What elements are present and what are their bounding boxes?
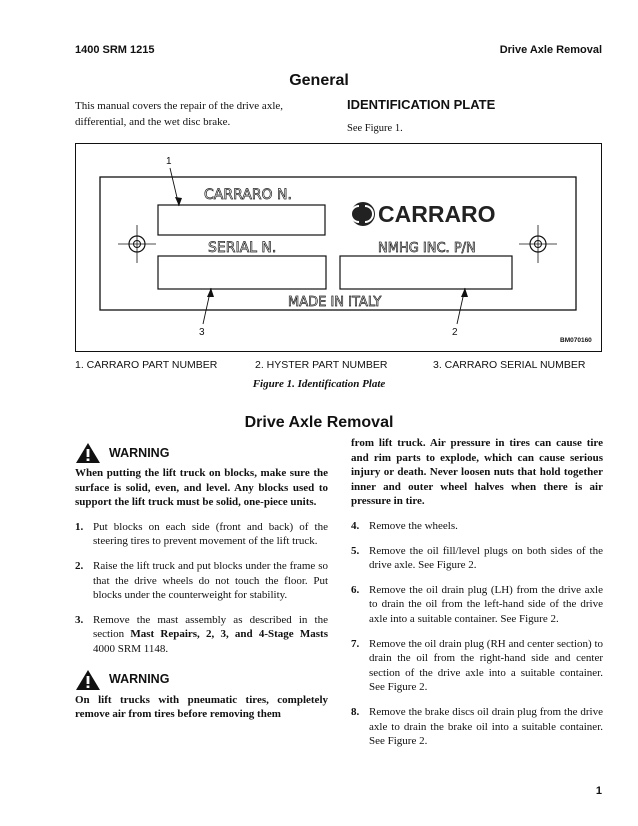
- step-7-number: 7.: [351, 637, 360, 650]
- step-3-section-ref: Mast Repairs, 2, 3, and 4-Stage Masts: [130, 628, 328, 641]
- step-3: [75, 613, 328, 657]
- warning-2-label: WARNING: [109, 672, 170, 687]
- section-title-drive-axle-removal: Drive Axle Removal: [244, 414, 394, 431]
- step-8-number: 8.: [351, 705, 360, 718]
- warning-2-text-part-a: On lift trucks with pneumatic tires, completely remove air from tires before removing them: [75, 693, 328, 721]
- id-plate-heading: IDENTIFICATION PLATE: [347, 97, 496, 112]
- figure-identification-plate: [75, 143, 602, 352]
- figure-title: Figure 1. Identification Plate: [252, 378, 386, 390]
- step-6-text: Remove the oil drain plug (LH) from the drive axle to drain the oil from the left-hand side of the drive axle into a suitable container. See Figure 2.: [369, 583, 603, 625]
- plate-label-nmhg: NMHG INC. P/N: [378, 241, 476, 256]
- step-8-text: Remove the brake discs oil drain plug from the drive axle to drain the brake oil into a suitable container. See Figure 2.: [369, 705, 603, 748]
- step-3-text-post: 4000 SRM 1148.: [93, 642, 169, 655]
- legend-item-2: 2. HYSTER PART NUMBER: [255, 359, 388, 371]
- figure-code: BM070160: [560, 337, 592, 344]
- step-4: [351, 519, 603, 534]
- header-doc-id: 1400 SRM 1215: [75, 44, 155, 56]
- left-mounting-hole-icon: [118, 225, 156, 263]
- id-plate-see-figure: See Figure 1.: [347, 123, 403, 134]
- right-column: [351, 436, 603, 749]
- warning-triangle-icon: [75, 669, 101, 691]
- legend-item-1: 1. CARRARO PART NUMBER: [75, 359, 218, 371]
- serial-number-field: [158, 256, 326, 289]
- warning-1-heading: [75, 442, 328, 464]
- step-1-number: 1.: [75, 520, 84, 533]
- plate-illustration: [76, 144, 600, 350]
- callout-2: 2: [452, 327, 458, 338]
- section-title-general: General: [289, 72, 349, 89]
- step-5: [351, 544, 603, 573]
- step-4-number: 4.: [351, 519, 360, 532]
- warning-1-label: WARNING: [109, 445, 170, 460]
- step-2: [75, 559, 328, 603]
- plate-label-serial: SERIAL N.: [208, 240, 277, 256]
- step-8: [351, 705, 603, 749]
- step-3-number: 3.: [75, 613, 84, 626]
- warning-2-text-part-b: from lift truck. Air pressure in tires can cause tire and rim parts to explode, which can cause serious injury or death. Never loosen nuts that hold together inner and outer wheel halves when there is air pressure in tire.: [351, 437, 603, 508]
- warning-1-text: When putting the lift truck on blocks, make sure the surface is solid, even, and level. Any blocks used to support the lift truck must be solid, one-piece units.: [75, 467, 328, 509]
- plate-label-carraro: CARRARO N.: [204, 187, 292, 203]
- intro-paragraph: This manual covers the repair of the drive axle, differential, and the wet disc brake.: [75, 100, 284, 128]
- step-2-number: 2.: [75, 559, 84, 572]
- step-5-number: 5.: [351, 544, 360, 557]
- callout-1: 1: [166, 156, 172, 167]
- step-4-text: Remove the wheels.: [369, 519, 458, 532]
- step-7: [351, 637, 603, 695]
- carraro-number-field: [158, 205, 325, 235]
- step-1-text: Put blocks on each side (front and back) of the steering tires to prevent movement of the lift truck.: [93, 520, 328, 548]
- page-number: 1: [595, 785, 602, 797]
- legend-item-3: 3. CARRARO SERIAL NUMBER: [433, 359, 586, 371]
- step-5-text: Remove the oil fill/level plugs on both sides of the drive axle. See Figure 2.: [369, 544, 603, 572]
- step-1: [75, 520, 328, 549]
- right-mounting-hole-icon: [519, 225, 557, 263]
- plate-outline: [100, 177, 576, 310]
- callout-3: 3: [199, 327, 205, 338]
- warning-2-heading: [75, 669, 328, 691]
- header-section: Drive Axle Removal: [499, 44, 602, 56]
- nmhg-part-number-field: [340, 256, 512, 289]
- plate-label-made: MADE IN ITALY: [288, 295, 382, 310]
- carraro-logo-icon: [351, 201, 496, 227]
- step-7-text: Remove the oil drain plug (RH and center section) to drain the oil from the right-hand side and center section of the drive axle into a suitable container. See Figure 2.: [369, 637, 603, 694]
- carraro-logo-text: CARRARO: [378, 201, 496, 227]
- step-6: [351, 583, 603, 627]
- warning-triangle-icon: [75, 442, 101, 464]
- step-6-number: 6.: [351, 583, 360, 596]
- step-3-text-pre: Remove the mast assembly as described in the section: [93, 613, 328, 641]
- left-column: [75, 442, 328, 722]
- step-2-text: Raise the lift truck and put blocks under the frame so that the drive wheels do not touch the floor. Put blocks under the counterweight for stability.: [93, 559, 328, 602]
